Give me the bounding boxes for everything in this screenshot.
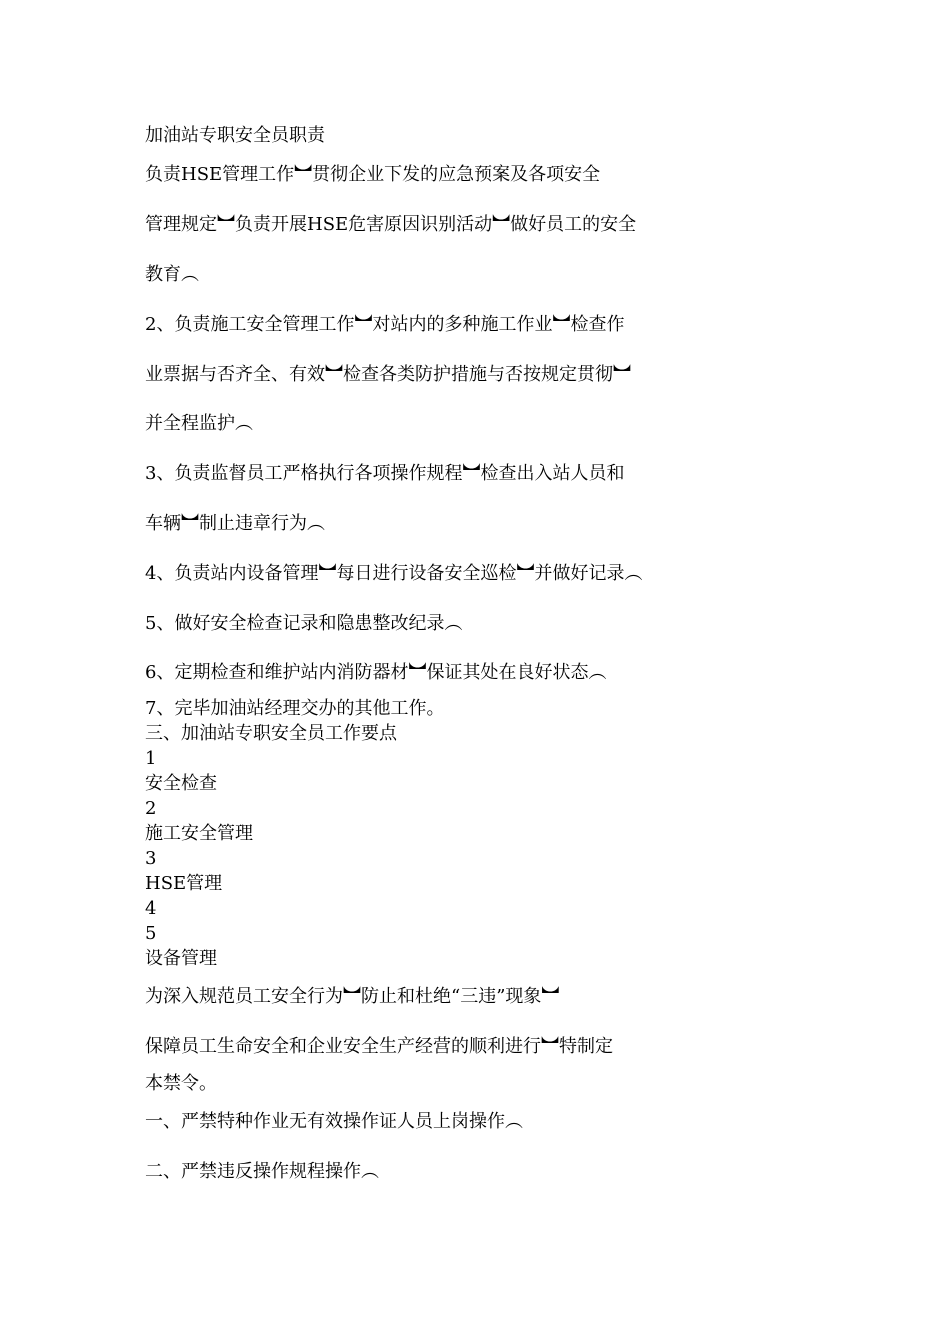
section-heading: 三、加油站专职安全员工作要点: [145, 723, 397, 744]
duty-2-line-3: 并全程监护︵: [145, 413, 253, 434]
point-label-2: 施工安全管理: [145, 823, 253, 844]
prohibition-intro-line-1: 为深入规范员工安全行为︼防止和杜绝“三违”现象︼: [145, 986, 560, 1007]
prohibition-intro-line-2: 保障员工生命安全和企业安全生产经营的顺利进行︼特制定: [145, 1036, 613, 1057]
duty-1-line-2: 管理规定︼负责开展HSE危害原因识别活动︼做好员工的安全: [145, 214, 637, 235]
duty-3-line-1: 3、负责监督员工严格执行各项操作规程︼检查出入站人员和: [145, 463, 625, 484]
prohibition-intro-line-3: 本禁令。: [145, 1073, 217, 1094]
duty-2-line-2: 业票据与否齐全、有效︼检查各类防护措施与否按规定贯彻︼: [145, 364, 631, 385]
duty-4: 4、负责站内设备管理︼每日进行设备安全巡检︼并做好记录︵: [145, 563, 643, 584]
duty-1-line-1: 负责HSE管理工作︼贯彻企业下发的应急预案及各项安全: [145, 164, 601, 185]
point-number-1: 1: [145, 748, 157, 769]
point-label-5: 设备管理: [145, 948, 217, 969]
doc-title: 加油站专职安全员职责: [145, 125, 325, 146]
point-number-2: 2: [145, 798, 157, 819]
point-number-3: 3: [145, 848, 157, 869]
prohibition-1: 一、严禁特种作业无有效操作证人员上岗操作︵: [145, 1111, 523, 1132]
duty-5: 5、做好安全检查记录和隐患整改纪录︵: [145, 613, 463, 634]
point-label-1: 安全检查: [145, 773, 217, 794]
prohibition-2: 二、严禁违反操作规程操作︵: [145, 1161, 379, 1182]
duty-1-line-3: 教育︵: [145, 264, 199, 285]
duty-2-line-1: 2、负责施工安全管理工作︼对站内的多种施工作业︼检查作: [145, 314, 625, 335]
duty-7: 7、完毕加油站经理交办的其他工作。: [145, 698, 445, 719]
point-label-3: HSE管理: [145, 873, 223, 894]
point-number-5: 5: [145, 923, 157, 944]
point-number-4: 4: [145, 898, 157, 919]
duty-3-line-2: 车辆︼制止违章行为︵: [145, 513, 325, 534]
duty-6: 6、定期检查和维护站内消防器材︼保证其处在良好状态︵: [145, 662, 607, 683]
